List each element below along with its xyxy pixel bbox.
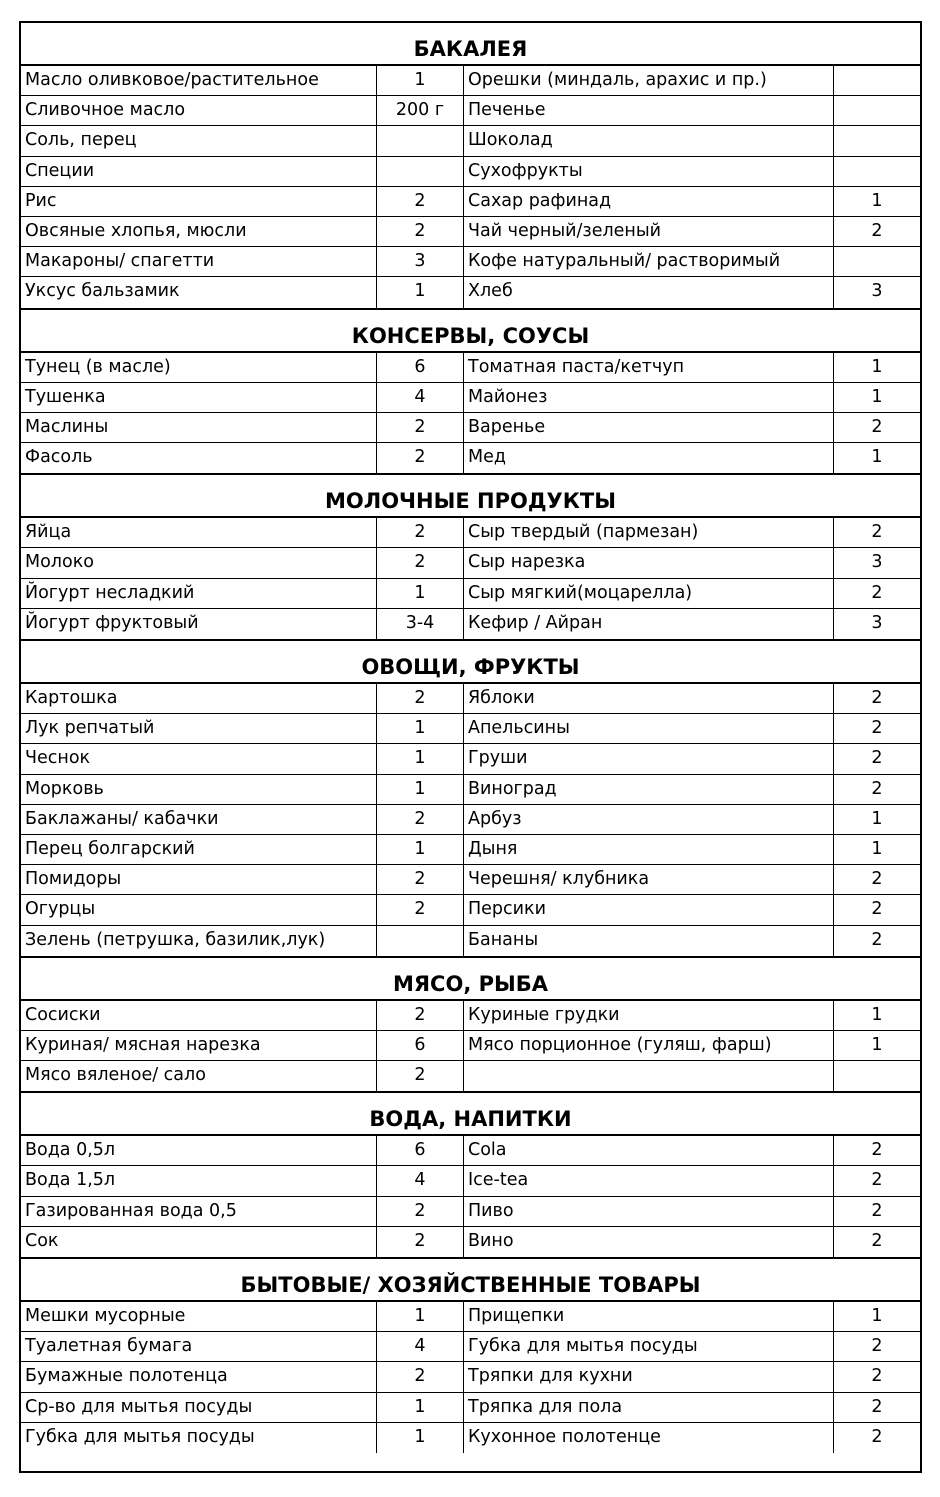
item-name-cell: Морковь (21, 775, 377, 804)
item-name-cell: Сыр нарезка (464, 548, 834, 577)
quantity-cell: 200 г (377, 96, 464, 125)
table-row (21, 413, 920, 443)
item-name-cell: Шоколад (464, 126, 834, 155)
quantity-cell: 2 (871, 522, 883, 543)
quantity-cell: 2 (871, 220, 883, 241)
item-name-cell: Персики (464, 895, 834, 924)
quantity-cell (834, 96, 920, 125)
table-row (21, 1197, 920, 1227)
table-row (21, 1302, 920, 1332)
quantity-cell: 2 (871, 1200, 883, 1221)
section (21, 473, 920, 639)
quantity-cell: 2 (377, 1061, 464, 1091)
quantity-cell: 2 (377, 1197, 464, 1226)
quantity-cell: 2 (377, 413, 464, 442)
quantity-cell: 1 (377, 744, 464, 773)
item-name-cell (464, 1061, 834, 1091)
item-name-cell: Черешня/ клубника (464, 865, 834, 894)
quantity-cell: 2 (871, 1396, 883, 1417)
item-name-cell: Помидоры (21, 865, 377, 894)
quantity-cell: 1 (377, 1423, 464, 1453)
table-row (21, 96, 920, 126)
table-row (21, 775, 920, 805)
table-row (21, 157, 920, 187)
item-name-cell: Маслины (21, 413, 377, 442)
item-name-cell: Ice-tea (464, 1166, 834, 1195)
quantity-cell (377, 157, 464, 186)
quantity-cell: 3 (871, 612, 883, 633)
quantity-cell: 2 (377, 187, 464, 216)
quantity-cell (834, 66, 920, 95)
quantity-cell: 1 (871, 356, 883, 377)
item-name-cell: Тряпки для кухни (464, 1362, 834, 1391)
quantity-cell: 4 (377, 1166, 464, 1195)
section-title: ВОДА, НАПИТКИ (21, 1091, 920, 1136)
quantity-cell: 3 (871, 552, 883, 573)
quantity-cell: 1 (377, 66, 464, 95)
item-name-cell: Апельсины (464, 714, 834, 743)
quantity-cell: 2 (871, 929, 883, 950)
item-name-cell: Сосиски (21, 1001, 377, 1030)
quantity-cell: 2 (377, 684, 464, 713)
quantity-cell: 1 (871, 1034, 883, 1055)
quantity-cell: 2 (871, 1230, 883, 1251)
quantity-cell: 2 (871, 1426, 883, 1447)
item-name-cell: Кефир / Айран (464, 609, 834, 639)
item-name-cell: Варенье (464, 413, 834, 442)
item-name-cell: Чеснок (21, 744, 377, 773)
item-name-cell: Газированная вода 0,5 (21, 1197, 377, 1226)
table-row (21, 66, 920, 96)
quantity-cell: 2 (871, 1366, 883, 1387)
quantity-cell: 1 (871, 190, 883, 211)
section-title: КОНСЕРВЫ, СОУСЫ (21, 308, 920, 353)
table-row (21, 684, 920, 714)
quantity-cell: 2 (871, 416, 883, 437)
section-title: МЯСО, РЫБА (21, 956, 920, 1001)
quantity-cell: 6 (377, 1031, 464, 1060)
item-name-cell: Печенье (464, 96, 834, 125)
table-row (21, 1061, 920, 1091)
section-rows (21, 1302, 920, 1453)
quantity-cell: 3-4 (377, 609, 464, 639)
table-row (21, 926, 920, 956)
item-name-cell: Сыр твердый (пармезан) (464, 518, 834, 547)
table-row (21, 744, 920, 774)
item-name-cell: Губка для мытья посуды (464, 1332, 834, 1361)
section-title: БЫТОВЫЕ/ ХОЗЯЙСТВЕННЫЕ ТОВАРЫ (21, 1257, 920, 1302)
quantity-cell (377, 926, 464, 956)
item-name-cell: Cola (464, 1136, 834, 1165)
item-name-cell: Йогурт фруктовый (21, 609, 377, 639)
item-name-cell: Дыня (464, 835, 834, 864)
quantity-cell: 1 (377, 1393, 464, 1422)
item-name-cell: Кофе натуральный/ растворимый (464, 247, 834, 276)
item-name-cell: Хлеб (464, 277, 834, 307)
quantity-cell: 2 (871, 1170, 883, 1191)
quantity-cell: 1 (377, 835, 464, 864)
table-row (21, 187, 920, 217)
quantity-cell: 4 (377, 383, 464, 412)
table-row (21, 1227, 920, 1257)
item-name-cell: Кухонное полотенце (464, 1423, 834, 1453)
table-row (21, 383, 920, 413)
quantity-cell: 1 (871, 808, 883, 829)
section (21, 1091, 920, 1257)
table-row (21, 247, 920, 277)
item-name-cell: Арбуз (464, 805, 834, 834)
quantity-cell: 2 (871, 1336, 883, 1357)
item-name-cell: Сыр мягкий(моцарелла) (464, 579, 834, 608)
quantity-cell: 2 (377, 1362, 464, 1391)
table-row (21, 1332, 920, 1362)
quantity-cell: 1 (377, 775, 464, 804)
quantity-cell: 2 (377, 443, 464, 473)
quantity-cell: 2 (871, 899, 883, 920)
item-name-cell: Ср-во для мытья посуды (21, 1393, 377, 1422)
table-row (21, 548, 920, 578)
item-name-cell: Баклажаны/ кабачки (21, 805, 377, 834)
item-name-cell: Бумажные полотенца (21, 1362, 377, 1391)
item-name-cell: Губка для мытья посуды (21, 1423, 377, 1453)
table-row (21, 1423, 920, 1453)
quantity-cell: 1 (871, 386, 883, 407)
item-name-cell: Прищепки (464, 1302, 834, 1331)
section-title: БАКАЛЕЯ (21, 23, 920, 66)
quantity-cell: 6 (377, 1136, 464, 1165)
section (21, 956, 920, 1092)
quantity-cell: 1 (871, 838, 883, 859)
item-name-cell: Томатная паста/кетчуп (464, 353, 834, 382)
table-row (21, 1393, 920, 1423)
section-rows (21, 1136, 920, 1257)
item-name-cell: Масло оливковое/растительное (21, 66, 377, 95)
table-row (21, 609, 920, 639)
quantity-cell: 1 (871, 1306, 883, 1326)
item-name-cell: Молоко (21, 548, 377, 577)
quantity-cell (834, 157, 920, 186)
section-rows (21, 353, 920, 474)
item-name-cell: Куриная/ мясная нарезка (21, 1031, 377, 1060)
item-name-cell: Груши (464, 744, 834, 773)
item-name-cell: Сахар рафинад (464, 187, 834, 216)
quantity-cell: 2 (377, 548, 464, 577)
table-row (21, 353, 920, 383)
item-name-cell: Бананы (464, 926, 834, 956)
item-name-cell: Тряпка для пола (464, 1393, 834, 1422)
table-row (21, 865, 920, 895)
quantity-cell: 1 (377, 714, 464, 743)
item-name-cell: Овсяные хлопья, мюсли (21, 217, 377, 246)
table-row (21, 217, 920, 247)
table-row (21, 1166, 920, 1196)
quantity-cell: 2 (871, 718, 883, 739)
item-name-cell: Мясо порционное (гуляш, фарш) (464, 1031, 834, 1060)
table-row (21, 1136, 920, 1166)
quantity-cell: 3 (377, 247, 464, 276)
item-name-cell: Пиво (464, 1197, 834, 1226)
quantity-cell (834, 1061, 920, 1091)
quantity-cell: 2 (377, 1227, 464, 1257)
quantity-cell: 6 (377, 353, 464, 382)
item-name-cell: Зелень (петрушка, базилик,лук) (21, 926, 377, 956)
item-name-cell: Перец болгарский (21, 835, 377, 864)
quantity-cell: 2 (871, 748, 883, 769)
quantity-cell: 2 (377, 518, 464, 547)
quantity-cell: 2 (377, 865, 464, 894)
quantity-cell: 2 (377, 1001, 464, 1030)
item-name-cell: Чай черный/зеленый (464, 217, 834, 246)
section (21, 1257, 920, 1453)
quantity-cell: 1 (377, 277, 464, 307)
quantity-cell: 2 (377, 217, 464, 246)
section (21, 308, 920, 474)
item-name-cell: Вода 0,5л (21, 1136, 377, 1165)
item-name-cell: Картошка (21, 684, 377, 713)
item-name-cell: Специи (21, 157, 377, 186)
section-rows (21, 684, 920, 956)
table-row (21, 805, 920, 835)
table-row (21, 277, 920, 307)
item-name-cell: Куриные грудки (464, 1001, 834, 1030)
quantity-cell: 2 (377, 895, 464, 924)
table-row (21, 1362, 920, 1392)
section (21, 639, 920, 956)
item-name-cell: Фасоль (21, 443, 377, 473)
item-name-cell: Рис (21, 187, 377, 216)
table-row (21, 1001, 920, 1031)
item-name-cell: Тунец (в масле) (21, 353, 377, 382)
item-name-cell: Тушенка (21, 383, 377, 412)
section-rows (21, 518, 920, 639)
quantity-cell: 2 (871, 869, 883, 890)
quantity-cell (377, 126, 464, 155)
quantity-cell: 2 (871, 778, 883, 799)
item-name-cell: Соль, перец (21, 126, 377, 155)
item-name-cell: Мед (464, 443, 834, 473)
quantity-cell: 2 (377, 805, 464, 834)
item-name-cell: Огурцы (21, 895, 377, 924)
item-name-cell: Вино (464, 1227, 834, 1257)
quantity-cell: 1 (871, 447, 883, 468)
quantity-cell: 2 (871, 1140, 883, 1161)
item-name-cell: Сухофрукты (464, 157, 834, 186)
item-name-cell: Майонез (464, 383, 834, 412)
table-row (21, 126, 920, 156)
item-name-cell: Мясо вяленое/ сало (21, 1061, 377, 1091)
quantity-cell: 3 (871, 281, 883, 302)
table-row (21, 714, 920, 744)
section (21, 23, 920, 308)
quantity-cell: 1 (377, 579, 464, 608)
item-name-cell: Мешки мусорные (21, 1302, 377, 1331)
quantity-cell: 1 (377, 1302, 464, 1331)
item-name-cell: Орешки (миндаль, арахис и пр.) (464, 66, 834, 95)
item-name-cell: Яйца (21, 518, 377, 547)
quantity-cell: 4 (377, 1332, 464, 1361)
item-name-cell: Виноград (464, 775, 834, 804)
section-rows (21, 66, 920, 308)
item-name-cell: Сок (21, 1227, 377, 1257)
table-row (21, 518, 920, 548)
table-row (21, 895, 920, 925)
item-name-cell: Уксус бальзамик (21, 277, 377, 307)
quantity-cell (834, 247, 920, 276)
item-name-cell: Лук репчатый (21, 714, 377, 743)
quantity-cell: 2 (871, 582, 883, 603)
item-name-cell: Туалетная бумага (21, 1332, 377, 1361)
item-name-cell: Сливочное масло (21, 96, 377, 125)
quantity-cell: 1 (871, 1004, 883, 1025)
quantity-cell (834, 126, 920, 155)
table-row (21, 835, 920, 865)
item-name-cell: Яблоки (464, 684, 834, 713)
table-row (21, 579, 920, 609)
quantity-cell: 2 (871, 688, 883, 708)
item-name-cell: Вода 1,5л (21, 1166, 377, 1195)
section-rows (21, 1001, 920, 1092)
table-row (21, 1031, 920, 1061)
item-name-cell: Йогурт несладкий (21, 579, 377, 608)
item-name-cell: Макароны/ спагетти (21, 247, 377, 276)
shopping-list-table (19, 21, 922, 1473)
section-title: МОЛОЧНЫЕ ПРОДУКТЫ (21, 473, 920, 518)
section-title: ОВОЩИ, ФРУКТЫ (21, 639, 920, 684)
table-row (21, 443, 920, 473)
